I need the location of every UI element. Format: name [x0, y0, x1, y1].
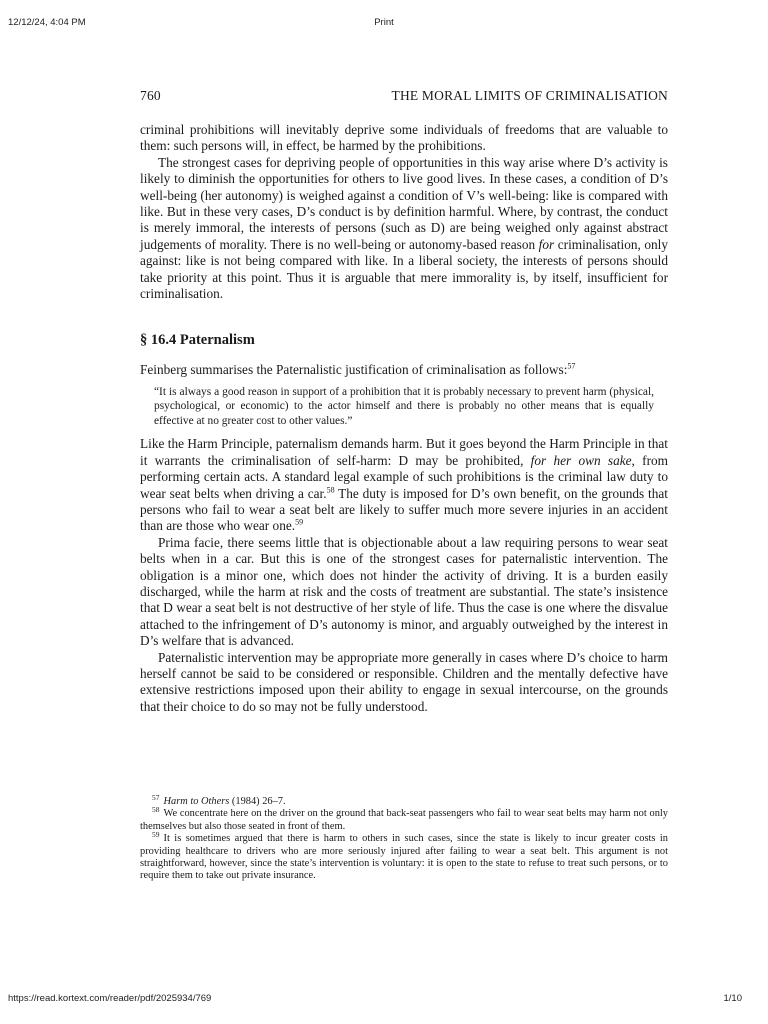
footnote-text: We concentrate here on the driver on the ground that back-seat passengers who fail to wear seat belts may harm not only themselves but also those seated in front of them. — [140, 808, 668, 832]
footnote-number: 58 — [152, 804, 160, 814]
body-text — [140, 122, 668, 715]
page-number: 760 — [140, 88, 161, 103]
paragraph-3-text-c: The duty is imposed for D’s own benefit, on the grounds that persons who fail to wear a seat belt are likely to suffer much more severe injuries in an accident than are those who wear one. — [140, 485, 668, 534]
print-title: Print — [374, 17, 394, 28]
footnote-59 — [140, 829, 668, 883]
print-datetime: 12/12/24, 4:04 PM — [8, 17, 86, 28]
paragraph-1 — [140, 122, 668, 155]
paragraph-3 — [140, 436, 668, 534]
footnote-number: 57 — [152, 792, 160, 802]
book-page — [140, 88, 668, 715]
paragraph-3-text-b: , from performing certain acts. A standard legal example of such prohibitions is the criminal law duty to wear seat belts when driving a car. — [140, 452, 668, 501]
footnote-57 — [140, 792, 668, 808]
print-url[interactable]: https://read.kortext.com/reader/pdf/2025934/769 — [8, 993, 212, 1004]
footnote-ref-58[interactable]: 58 — [326, 485, 335, 495]
footnote-58 — [140, 804, 668, 833]
paragraph-1-text: criminal prohibitions will inevitably deprive some individuals of freedoms that are valuable to them: such persons will, in effect, be harmed by the prohibitions. — [140, 122, 668, 154]
paragraph-3-text-a: Like the Harm Principle, paternalism demands harm. But it goes beyond the Harm Principle in that it warrants the criminalisation of self-harm: D may be prohibited, — [140, 436, 668, 468]
running-head — [140, 88, 668, 108]
paragraph-3-emphasis: for her own sake — [530, 452, 632, 468]
section-intro-text: Feinberg summarises the Paternalistic justification of criminalisation as follows: — [140, 362, 568, 378]
book-title: THE MORAL LIMITS OF CRIMINALISATION — [391, 88, 668, 103]
paragraph-2 — [140, 155, 668, 303]
footnote-number: 59 — [152, 829, 160, 839]
footnotes — [140, 792, 668, 883]
print-footer — [0, 993, 768, 1007]
paragraph-5: Paternalistic intervention may be appropriate more generally in cases where D’s choice to harm herself cannot be said to be considered or responsible. Children and the mentally defective have extensive restrictions imposed upon their ability to engage in sexual intercourse, on the grounds that their choice to do so may not be fully understood. — [140, 649, 668, 714]
footnote-text: It is sometimes argued that there is harm to others in such cases, since the state is likely to incur greater costs in providing healthcare to drivers who are more seriously injured after failing to wear a seat belt. This argument is not straightforward, however, since the state’s intervention is voluntary: it is open to the state to refuse to treat such persons, or to require them to take out private insurance. — [140, 833, 668, 882]
footnote-text: (1984) 26–7. — [229, 796, 286, 807]
section-heading: § 16.4 Paternalism — [140, 332, 255, 349]
footnote-ref-57[interactable]: 57 — [567, 362, 576, 372]
paragraph-2-emphasis: for — [538, 236, 555, 252]
print-header — [0, 17, 768, 31]
paragraph-2-text-end: criminalisation, only against: like is not being compared with like. In a liberal society, the interests of persons should take priority at this point. Thus it is arguable that mere immorality is, by itself, insufficient for criminalisation. — [140, 236, 668, 302]
paragraph-4: Prima facie, there seems little that is objectionable about a law requiring persons to wear seat belts when in a car. But this is one of the strongest cases for paternalistic intervention. The obligation is a minor one, which does not hinder the activity of driving. It is a burden easily discharged, while the harm at risk and the costs of treatment are substantial. The state’s insistence that D wear a seat belt is not destructive of her style of life. Thus the case is one where the disvalue attached to the infringement of D’s autonomy is minor, and arguably outweighed by the interest in D’s welfare that is advanced. — [140, 534, 668, 649]
paragraph-2-text: The strongest cases for depriving people of opportunities in this way arise where D’s activity is likely to diminish the opportunities for others to live good lives. In these cases, a condition of D’s well-being (her autonomy) is weighed against a condition of V’s well-being: like is compared with like. But in these very cases, D’s conduct is by definition harmful. Where, by contrast, the conduct is merely immoral, the interests of persons (such as D) are being weighed only against abstract judgements of morality. There is no well-being or autonomy-based reason — [140, 154, 668, 252]
section-intro — [140, 362, 668, 378]
print-page-count: 1/10 — [723, 993, 742, 1004]
block-quote: “It is always a good reason in support of a prohibition that it is probably necessary to prevent harm (physical, psychological, or economic) to the actor himself and there is probably no other means that is equally effective at no greater cost to other values.” — [154, 385, 654, 427]
footnote-ref-59[interactable]: 59 — [295, 517, 304, 527]
footnote-emphasis: Harm to Others — [163, 796, 230, 807]
